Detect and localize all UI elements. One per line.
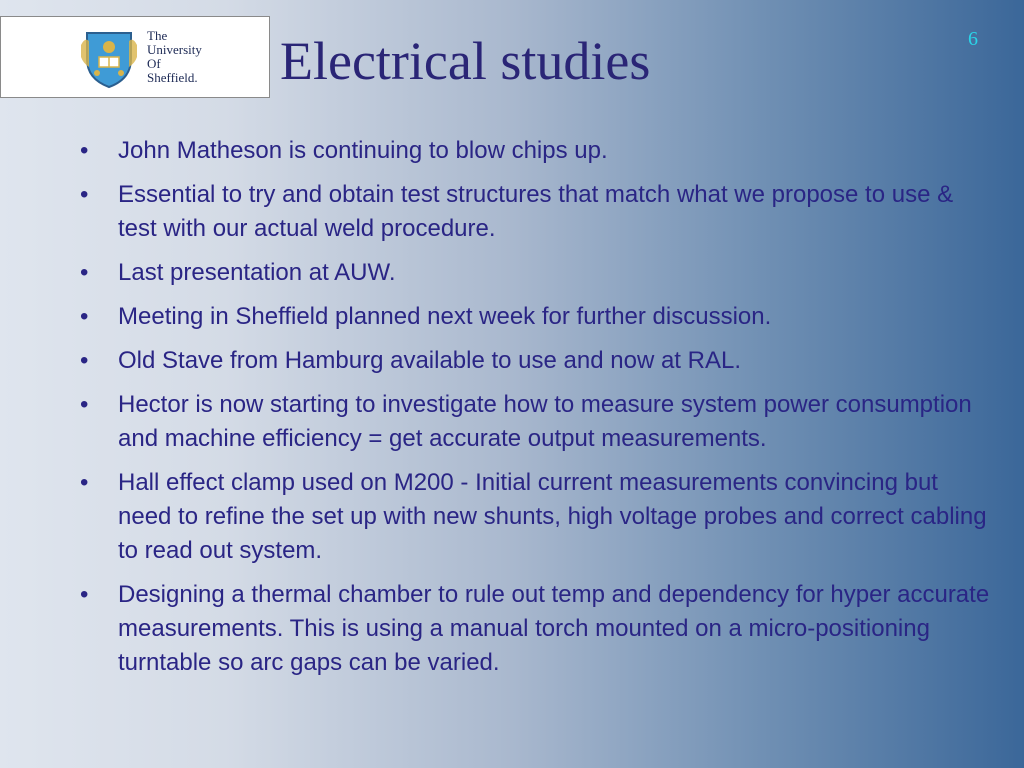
bullet-dot: • (80, 581, 89, 608)
bullet-item (80, 466, 990, 568)
bullet-dot: • (80, 469, 89, 496)
bullet-dot: • (80, 259, 89, 286)
bullet-item (80, 178, 990, 246)
university-crest-icon (79, 27, 139, 89)
bullet-dot: • (80, 303, 89, 330)
university-logo (0, 16, 270, 98)
bullet-item (80, 578, 990, 680)
bullet-item (80, 344, 990, 378)
bullet-text: Hector is now starting to investigate how to measure system power consumption and machine efficiency = get accurate output measurements. (118, 391, 972, 452)
bullet-dot: • (80, 347, 89, 374)
bullet-item (80, 300, 990, 334)
bullet-dot: • (80, 137, 89, 164)
bullet-text: Last presentation at AUW. (118, 259, 396, 286)
bullet-text: Essential to try and obtain test structures that match what we propose to use & test with our actual weld procedure. (118, 181, 954, 242)
bullet-item (80, 388, 990, 456)
bullet-text: Old Stave from Hamburg available to use and now at RAL. (118, 347, 741, 374)
bullet-text: Hall effect clamp used on M200 - Initial current measurements convincing but need to refine the set up with new shunts, high voltage probes and correct cabling to read out system. (118, 469, 987, 564)
bullet-dot: • (80, 391, 89, 418)
bullet-item (80, 256, 990, 290)
logo-line-2: University (147, 42, 202, 57)
bullet-item (80, 134, 990, 168)
slide-title: Electrical studies (280, 31, 651, 91)
bullet-text: Designing a thermal chamber to rule out temp and dependency for hyper accurate measurements. This is using a manual torch mounted on a micro-positioning turntable so arc gaps can be varied. (118, 581, 990, 676)
logo-line-4: Sheffield. (147, 70, 198, 85)
logo-wordmark (147, 29, 202, 85)
bullet-text: Meeting in Sheffield planned next week for further discussion. (118, 303, 772, 330)
logo-line-1: The (147, 28, 168, 43)
bullet-list (80, 134, 990, 690)
bullet-text: John Matheson is continuing to blow chips up. (118, 137, 608, 164)
page-number: 6 (968, 28, 978, 50)
bullet-dot: • (80, 181, 89, 208)
logo-line-3: Of (147, 56, 161, 71)
